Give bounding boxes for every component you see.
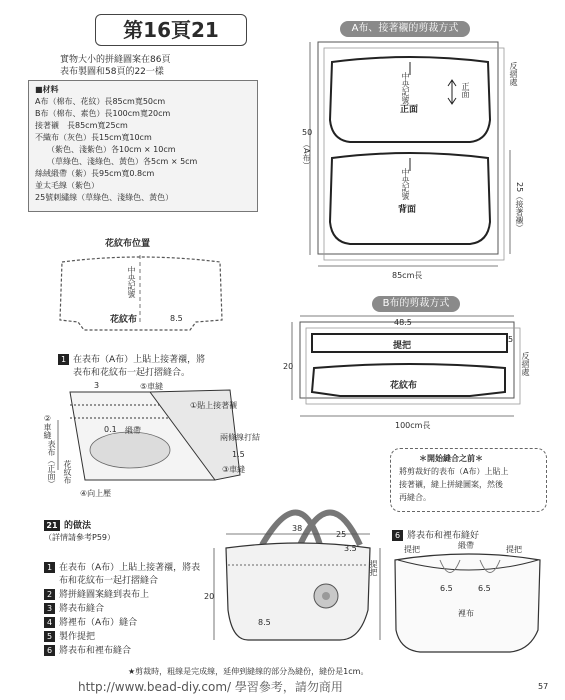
page-number: 57 xyxy=(538,682,549,691)
material-line: B布（棉布、素色）長100cm寬20cm xyxy=(35,109,171,118)
step6-label: 裡布 xyxy=(458,609,474,618)
subtitle-1: 實物大小的拼縫圖案在86頁 xyxy=(60,55,171,65)
notice-line: 接著襯，縫上拼縫圖案，然後 xyxy=(399,480,503,489)
step1-label: 花紋布 xyxy=(63,460,72,484)
section-b-title: B布的剪裁方式 xyxy=(372,296,460,312)
step6-label: 提把 xyxy=(404,545,420,554)
bag-dim: 8.5 xyxy=(258,618,271,627)
back-label: 背面 xyxy=(398,205,417,215)
step1-label: 0.1 xyxy=(104,425,117,434)
step6-label: 6.5 xyxy=(440,584,453,593)
step1-text-2: 表布和花紋布一起打摺縫合。 xyxy=(73,368,191,378)
method-step-cont: 布和花紋布一起打摺縫合 xyxy=(59,576,159,586)
step6-label: 緞帶 xyxy=(458,541,474,550)
material-line: 並太毛線（紫色） xyxy=(35,181,99,190)
notice-line: 再縫合。 xyxy=(399,493,431,502)
step1-label: 緞帶 xyxy=(125,426,141,435)
center-mark-label: 中央記號 xyxy=(401,72,410,104)
bag-dim: 3.5 xyxy=(344,544,357,553)
notice-line: 將剪裁好的表布（A布）上貼上 xyxy=(399,467,509,476)
footer-note: ★剪裁時，粗線是完成線，延伸到縫線的部分為縫份，縫份是1cm。 xyxy=(128,667,369,676)
flower-label: 花紋布 xyxy=(110,315,138,325)
bag-handle-label: 提把 xyxy=(369,560,378,576)
step1-label: ②車縫 xyxy=(43,414,52,439)
notice-title: ＊開始縫合之前＊ xyxy=(419,454,483,463)
material-line: （草綠色、淺綠色、黃色）各5cm × 5cm xyxy=(35,157,198,166)
method-step: 6 將表布和裡布縫合 xyxy=(44,643,131,656)
dim-top-b: 48.5 xyxy=(394,318,412,327)
step6-title: 6 將表布和裡布縫好 xyxy=(392,528,479,541)
method-step: 4 將裡布（A布）縫合 xyxy=(44,615,137,628)
dim-bottom-b: 100cm長 xyxy=(395,421,431,430)
section-a-title: A布、接著襯的剪裁方式 xyxy=(340,21,470,37)
flower-label-b: 花紋布 xyxy=(390,381,418,391)
step1-label: 3 xyxy=(94,381,100,390)
dim-height-a: 50 xyxy=(302,128,313,137)
step1-label: ③車縫 xyxy=(222,465,246,474)
flower-pos-title: 花紋布位置 xyxy=(105,239,151,249)
step6-label: 6.5 xyxy=(478,584,491,593)
material-line: （紫色、淺紫色）各10cm × 10cm xyxy=(35,145,176,154)
step1-label: 表布（正面） xyxy=(47,440,56,488)
bag-dim: 25 xyxy=(336,530,347,539)
flower-dim: 8.5 xyxy=(170,314,183,323)
material-line: 不織布（灰色）長15cm寬10cm xyxy=(35,133,152,142)
method-number: 21 xyxy=(44,520,60,531)
notice-box xyxy=(390,448,547,512)
step1-badge: 1 xyxy=(58,354,69,365)
flower-center-mark: 中央記號 xyxy=(127,266,136,298)
fold-label-a: 反摺處 xyxy=(509,62,518,86)
step1-text-1: 1 在表布（A布）上貼上接著襯，將 xyxy=(58,352,205,365)
handle-label-b: 提把 xyxy=(393,341,412,351)
fold-label-b: 反摺處 xyxy=(521,352,530,376)
page-title: 第16頁21 xyxy=(95,14,247,46)
step1-label: 1.5 xyxy=(232,450,245,459)
front-label: 正面 xyxy=(400,105,419,115)
method-step: 2 將拼縫圖案縫到表布上 xyxy=(44,587,149,600)
method-title: 21 的做法 xyxy=(44,518,91,531)
method-step: 5 製作提把 xyxy=(44,629,95,642)
dim-width-a: 85cm長 xyxy=(392,271,423,280)
materials-heading: ■材料 xyxy=(35,85,59,94)
subtitle-2: 表布製圖和58頁的22一樣 xyxy=(60,67,164,77)
dim-height-label-a: （A布） xyxy=(302,140,311,170)
footer-url: http://www.bead-diy.com/ 學習參考，請勿商用 xyxy=(78,680,343,694)
method-ref: （詳情請參考P59） xyxy=(44,533,116,542)
material-line: A布（棉布、花紋）長85cm寬50cm xyxy=(35,97,166,106)
step1-label: ⑤車縫 xyxy=(140,382,164,391)
material-line: 25號刺繡線（草綠色、淺綠色、黃色） xyxy=(35,193,174,202)
bag-dim: 20 xyxy=(204,592,215,601)
method-step: 1 在表布（A布）上貼上接著襯，將表 xyxy=(44,560,200,573)
dim-left-b: 20 xyxy=(283,362,294,371)
right-side-label: 正面 xyxy=(461,82,470,98)
material-line: 接著襯 長85cm寬25cm xyxy=(35,121,128,130)
step1-label: ④向上壓 xyxy=(80,489,112,498)
dim-right-b: 5 xyxy=(508,335,514,344)
step1-label: ①貼上接著襯 xyxy=(190,401,238,410)
dim-interfacing: 25（接著襯） xyxy=(515,182,524,233)
center-mark-label-2: 中央記號 xyxy=(401,168,410,200)
method-step: 3 將表布縫合 xyxy=(44,601,104,614)
material-line: 絲絨緞帶（紫）長95cm寬0.8cm xyxy=(35,169,155,178)
step6-label: 提把 xyxy=(506,545,522,554)
bag-dim: 38 xyxy=(292,524,303,533)
step1-label: 兩條線打結 xyxy=(220,433,260,442)
